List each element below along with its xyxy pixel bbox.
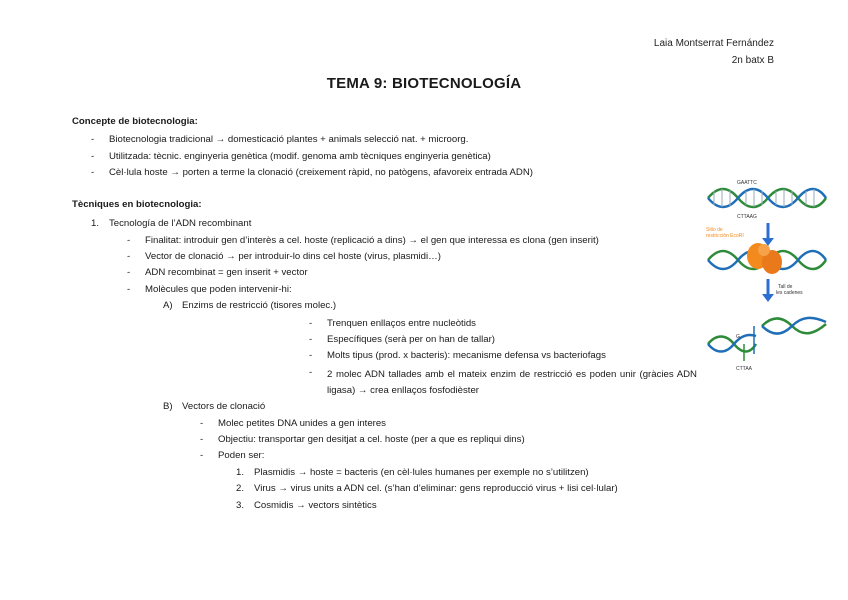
section-heading-tecniques: Tècniques en biotecnologia: [72, 199, 202, 210]
bullet-dash: - [200, 450, 204, 461]
arrow-down-icon [762, 223, 774, 246]
sublist-title-a: Enzims de restricció (tisores molec.) [182, 300, 337, 311]
list-item: Molècules que poden intervenir-hi: [145, 284, 292, 295]
arrow-down-icon [762, 279, 774, 302]
sublist-marker-a: A) [163, 300, 173, 311]
numbered-item: Cosmidis → vectors sintètics [254, 500, 377, 511]
list-item: Molec petites DNA unides a gen interes [218, 418, 386, 429]
numbered-marker: 1. [236, 467, 245, 478]
list-item: Trenquen enllaços entre nucleòtids [327, 318, 476, 329]
numbered-marker: 3. [236, 500, 245, 511]
dna-helix-top [708, 189, 826, 207]
bullet-dash: - [91, 134, 95, 145]
bullet-dash: - [200, 418, 204, 429]
bullet-dash: - [127, 235, 131, 246]
list-item: Biotecnologia tradicional → domesticació plantes + animals selecció nat. + microorg. [109, 134, 469, 145]
sequence-top-complement: CTTAAG [737, 214, 757, 220]
bullet-dash: - [200, 434, 204, 445]
list-item: Vector de clonació → per introduir-lo dins cel hoste (virus, plasmidi…) [145, 251, 441, 262]
list-item: Finalitat: introduir gen d’interès a cel. hoste (replicació a dins) → el gen que interessa es clona (gen inserit) [145, 235, 599, 246]
author-name: Laia Montserrat Fernández [653, 38, 774, 49]
sublist-marker-b: B) [163, 401, 173, 412]
restriction-enzyme-diagram [706, 176, 828, 376]
page-title: TEMA 9: BIOTECNOLOGÍA [326, 75, 522, 92]
numbered-marker: 2. [236, 483, 245, 494]
list-item: ADN recombinat = gen inserit + vector [145, 267, 308, 278]
restriction-site-label: Sitio de restricción EcoRI [706, 227, 744, 239]
sequence-bottom: CTTAA [736, 366, 753, 372]
numbered-item: Virus → virus units a ADN cel. (s’han d’eliminar: gens reproducció virus + lisi cel·lular) [254, 483, 618, 494]
list-item: Poden ser: [218, 450, 265, 461]
list-item: Utilitzada: tècnic. enginyeria genètica (modif. genoma amb tècniques enginyeria genètica) [109, 151, 491, 162]
list-item: Específiques (serà per on han de tallar) [327, 334, 495, 345]
bullet-dash: - [309, 318, 313, 329]
numbered-marker: 1. [91, 218, 100, 229]
sequence-g: G [736, 334, 740, 340]
list-item: 2 molec ADN tallades amb el mateix enzim de restricció es poden unir (gràcies ADN ligasa) → crea enllaços fosfodièster [327, 369, 697, 396]
list-item: Molts tipus (prod. x bacteris): mecanisme defensa vs bacteriofags [327, 350, 606, 361]
bullet-dash: - [309, 350, 313, 361]
bullet-dash: - [91, 151, 95, 162]
list-item: Cèl·lula hoste → porten a terme la clonació (creixement ràpid, no patògens, afavoreix entrada ADN) [109, 167, 533, 178]
bullet-dash: - [127, 251, 131, 262]
class-label: 2n batx B [731, 55, 774, 66]
bullet-dash: - [309, 334, 313, 345]
cut-strands-label: Tall de les cadenes [776, 284, 803, 296]
section-heading-concepte: Concepte de biotecnologia: [72, 116, 198, 127]
bullet-dash: - [127, 284, 131, 295]
numbered-item-title: Tecnología de l’ADN recombinant [109, 218, 252, 229]
list-item: Objectiu: transportar gen desitjat a cel. hoste (per a que es repliqui dins) [218, 434, 525, 445]
sublist-title-b: Vectors de clonació [182, 401, 266, 412]
dna-fragment-left [708, 335, 756, 361]
numbered-item: Plasmidis → hoste = bacteris (en cèl·lules humanes per exemple no s’utilitzen) [254, 467, 589, 478]
bullet-dash: - [127, 267, 131, 278]
bullet-dash: - [309, 367, 313, 378]
sequence-top: GAATTC [737, 180, 757, 186]
dna-fragment-right [754, 318, 826, 354]
bullet-dash: - [91, 167, 95, 178]
